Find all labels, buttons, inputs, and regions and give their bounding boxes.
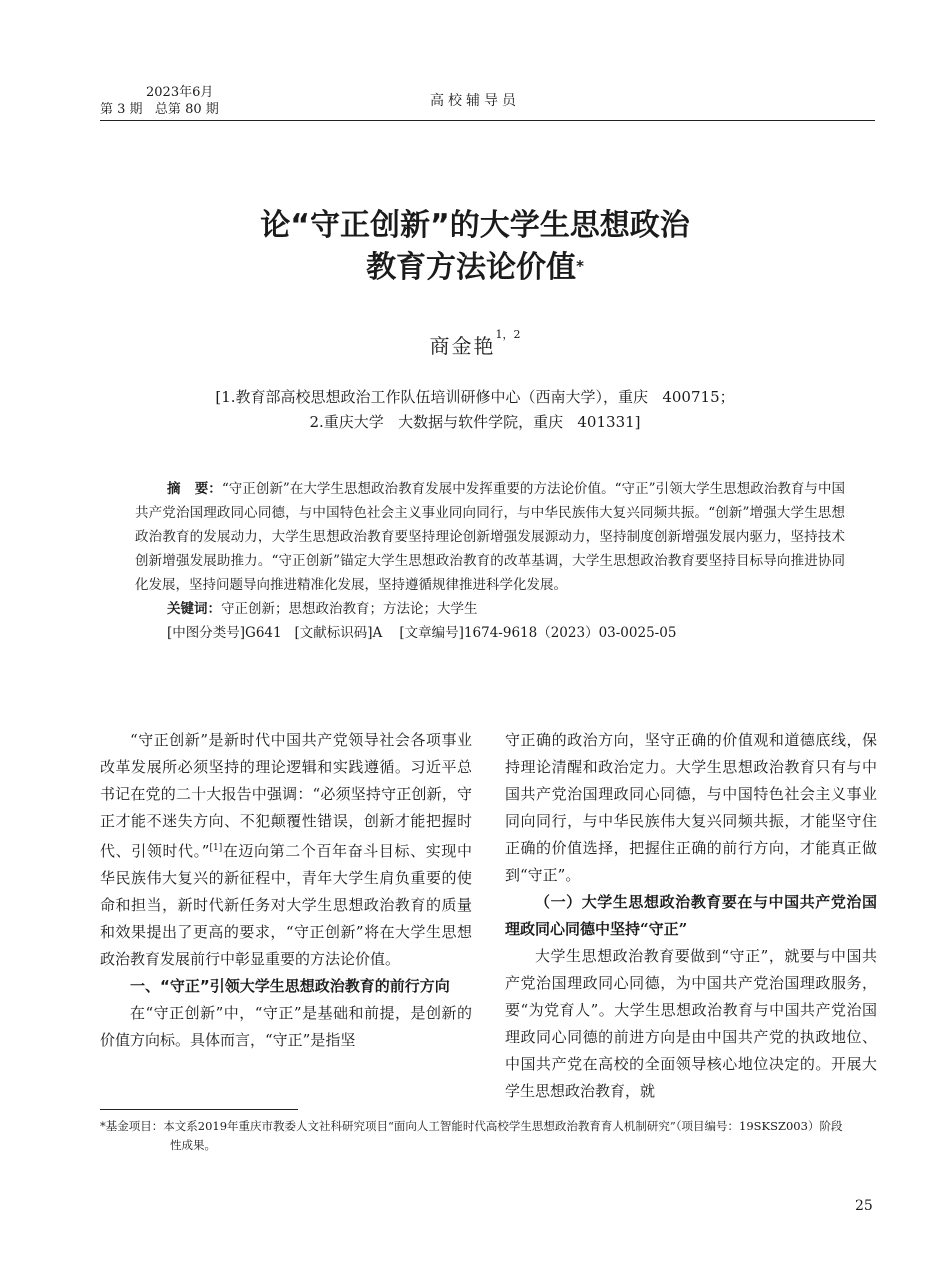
- paragraph-subsection1: 大学生思想政治教育要做到“守正”，就要与中国共产党治国理政同心同德，为中国共产党治国理政服务，要“为党育人”。大学生思想政治教育与中国共产党治国理政同心同德的前进方向是由中国共产党的执政地位、中国共产党在高校的全面领导核心地位决定的。开展大学生思想政治教育，就: [505, 947, 877, 1100]
- abstract-label: 摘 要：: [167, 481, 222, 497]
- author-affiliation-mark: 1，2: [495, 328, 521, 341]
- affiliation-1: [1.教育部高校思想政治工作队伍培训研修中心（西南大学），重庆 400715；: [215, 388, 735, 406]
- paragraph-intro-a: “守正创新”是新时代中国共产党领导社会各项事业改革发展所必须坚持的理论逻辑和实践遵循。习近平总书记在党的二十大报告中强调：“必须坚持守正创新，守正才能不迷失方向、不犯颠覆性错误，创新才能把握时代、引领时代。”: [100, 731, 472, 860]
- abstract-text: “守正创新”在大学生思想政治教育发展中发挥重要的方法论价值。“守正”引领大学生思想政治教育与中国共产党治国理政同心同德，与中国特色社会主义事业同向同行，与中华民族伟大复兴同频共振。“创新”增强大学生思想政治教育的发展动力，大学生思想政治教育要坚持理论创新增强发展源动力，坚持制度创新增强发展内驱力，坚持技术创新增强发展助推力。“守正创新”锚定大学生思想政治教育的改革基调，大学生思想政治教育要坚持目标导向推进协同化发展，坚持问题导向推进精准化发展，坚持遵循规律推进科学化发展。: [135, 481, 845, 593]
- keywords-label: 关键词：: [167, 601, 221, 617]
- classification-line: [中图分类号]G641 [文献标识码]A [文章编号]1674-9618（2023）03-0025-05: [167, 625, 677, 641]
- journal-name: 高校辅导员: [430, 93, 520, 109]
- paragraph-continued: 守正确的政治方向，坚守正确的价值观和道德底线，保持理论清醒和政治定力。大学生思想政治教育只有与中国共产党治国理政同心同德，与中国特色社会主义事业同向同行，与中华民族伟大复兴同频共振，才能坚守住正确的价值选择，把握住正确的前行方向，才能真正做到“守正”。: [505, 731, 877, 884]
- article-title: [0, 205, 950, 289]
- body-column-left: [100, 727, 472, 1054]
- subsection-heading-1: （一）大学生思想政治教育要在与中国共产党治国理政同心同德中坚持“守正”: [505, 893, 877, 938]
- footnote-line-1: *基金项目：本文系2019年重庆市教委人文社科研究项目“面向人工智能时代高校学生思想政治教育育人机制研究”（项目编号：19SKSZ003）阶段: [100, 1119, 843, 1133]
- paragraph-intro-b: 在迈向第二个百年奋斗目标、实现中华民族伟大复兴的新征程中，青年大学生肩负重要的使命和担当，新时代新任务对大学生思想政治教育的质量和效果提出了更高的要求，“守正创新”将在大学生思想政治教育发展前行中彰显重要的方法论价值。: [100, 842, 472, 968]
- title-line-1: 论“守正创新”的大学生思想政治: [260, 208, 690, 243]
- author-name: 商金艳: [429, 334, 496, 358]
- header-rule: [100, 120, 875, 121]
- footnote-rule: [100, 1109, 298, 1110]
- issue-date: 2023年6月: [146, 85, 214, 100]
- abstract: [135, 477, 845, 645]
- affiliation-2: 2.重庆大学 大数据与软件学院，重庆 401331]: [309, 413, 641, 431]
- footnote-line-2: 性成果。: [170, 1138, 216, 1152]
- issue-number: 第 3 期 总第 80 期: [100, 102, 219, 117]
- title-footnote-mark: *: [576, 257, 584, 275]
- footnote: [100, 1117, 875, 1155]
- page-number: 25: [855, 1198, 873, 1214]
- author: [0, 330, 950, 359]
- affiliations: [0, 385, 950, 435]
- paragraph-section1: 在“守正创新”中，“守正”是基础和前提，是创新的价值方向标。具体而言，“守正”是指坚: [100, 1004, 472, 1049]
- section-heading-1: 一、“守正”引领大学生思想政治教育的前行方向: [130, 977, 450, 995]
- keywords: 守正创新；思想政治教育；方法论；大学生: [221, 601, 478, 617]
- body-column-right: [505, 727, 877, 1105]
- citation-1[interactable]: [1]: [209, 843, 223, 853]
- title-line-2: 教育方法论价值: [366, 250, 577, 285]
